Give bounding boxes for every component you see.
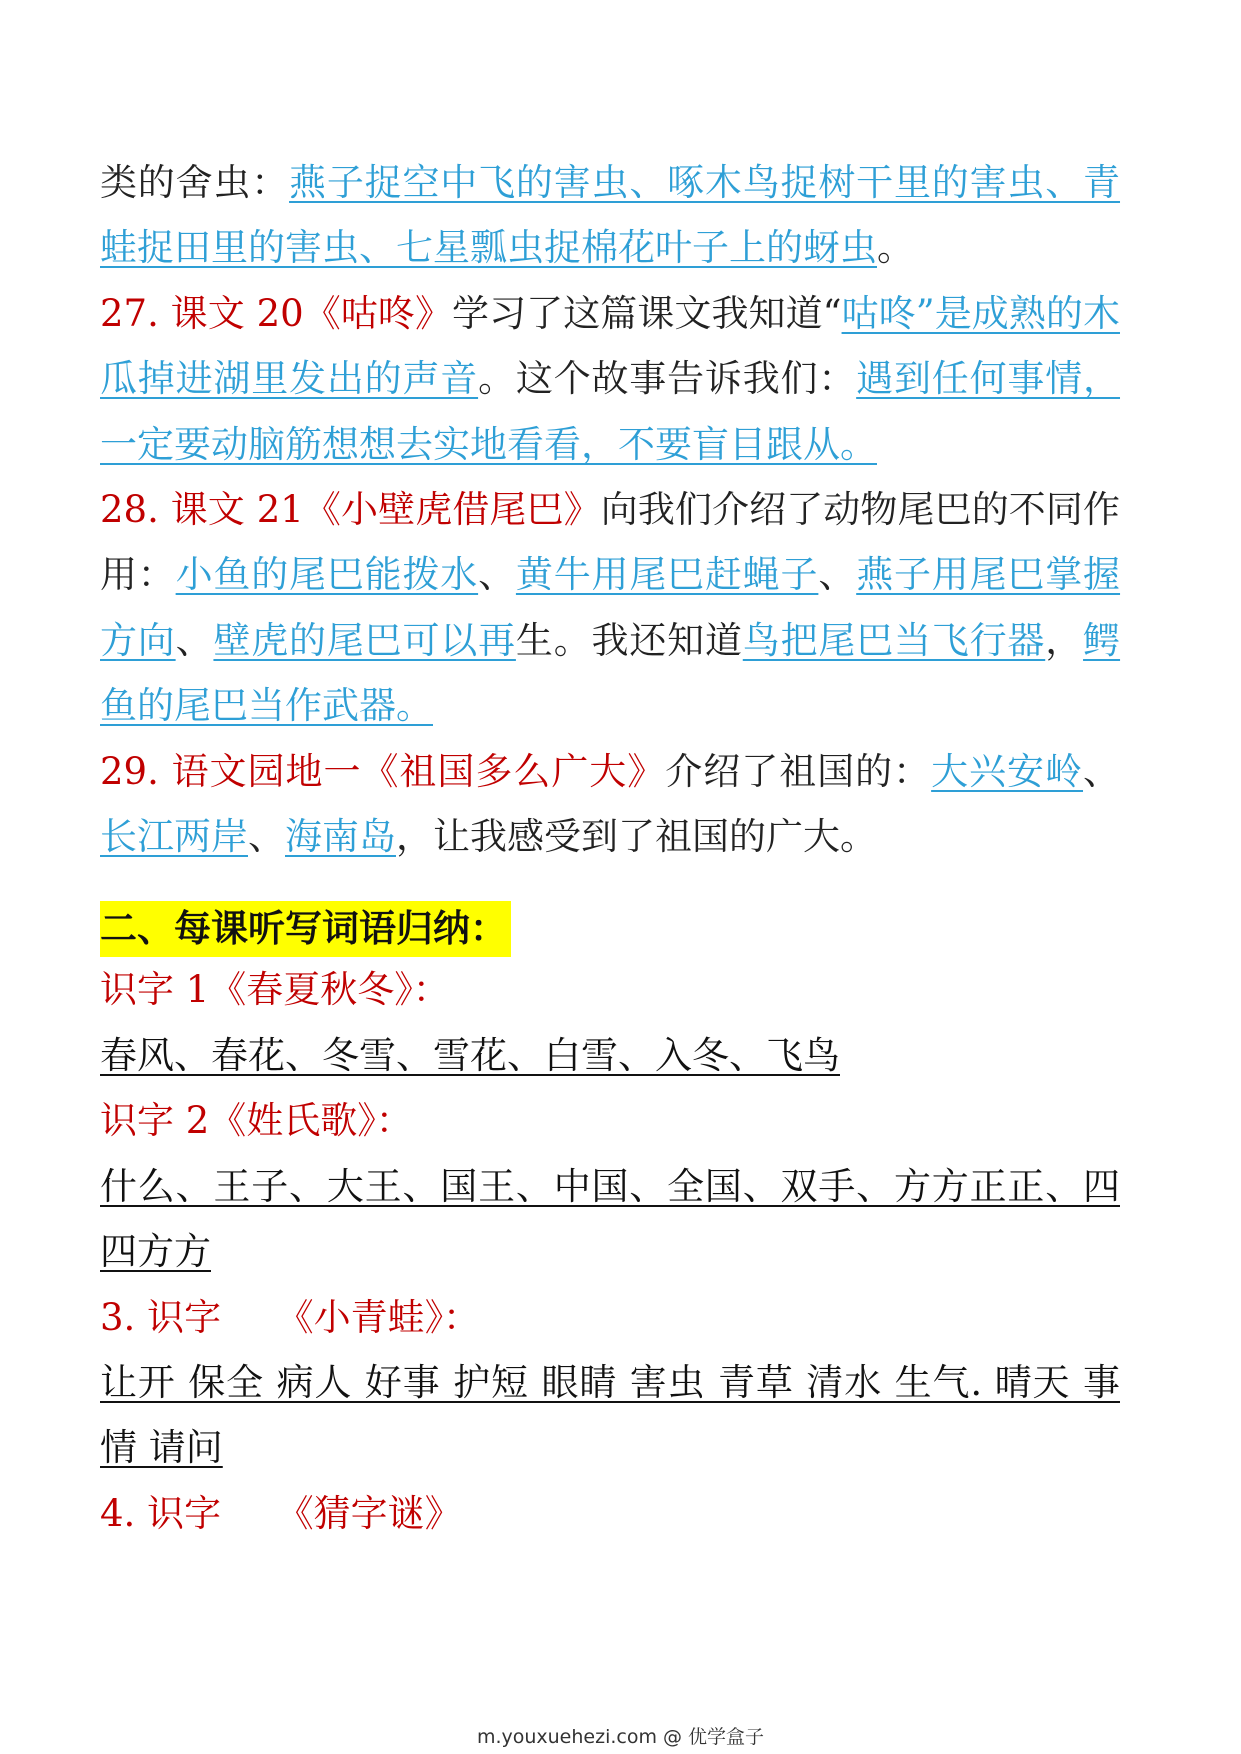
page-footer: m.youxuehezi.com @ 优学盒子 xyxy=(476,1726,765,1748)
item-28-text2: 生。我还知道 xyxy=(515,618,743,662)
section-2 xyxy=(100,901,1120,1546)
item-26-end: 。 xyxy=(877,226,914,270)
lesson-3-words-text: 让开 保全 病人 好事 护短 眼睛 害虫 青草 清水 生气. 晴天 事情 请问 xyxy=(100,1360,1120,1470)
item-28-answer-6: 鳄鱼的尾巴当作武器。 xyxy=(100,618,1121,728)
item-26-continuation xyxy=(100,150,1120,281)
item-28-title: 28. 课文 21《小壁虎借尾巴》 xyxy=(100,488,601,532)
lesson-2-words xyxy=(100,1154,1120,1285)
item-29-sep-1: 、 xyxy=(1083,749,1121,793)
lesson-1-words-text: 春风、春花、冬雪、雪花、白雪、入冬、飞鸟 xyxy=(100,1033,840,1077)
lesson-1-title: 识字 1《春夏秋冬》： xyxy=(100,968,450,1012)
item-29-answer-2: 长江两岸 xyxy=(100,815,248,859)
lesson-1-words xyxy=(100,1023,1120,1088)
item-26-answer: 燕子捉空中飞的害虫、啄木鸟捉树干里的害虫、青蛙捉田里的害虫、七星瓢虫捉棉花叶子上的蚜虫 xyxy=(100,161,1121,270)
item-27-text1: 学习了这篇课文我知道“ xyxy=(452,291,842,335)
section-gap xyxy=(100,869,1120,897)
item-28-answer-3: 燕子用尾巴掌握方向 xyxy=(100,553,1121,662)
item-27-title: 27. 课文 20《咕咚》 xyxy=(100,291,453,335)
lesson-3-words xyxy=(100,1350,1120,1481)
item-29-answer-1: 大兴安岭 xyxy=(931,749,1084,793)
item-28-text1: 向我们介绍了动物尾巴的不同作用： xyxy=(100,488,1120,597)
item-28-answer-1: 小鱼的尾巴能拨水 xyxy=(175,553,479,597)
item-29-text2: ，让我感受到了祖国的广大。 xyxy=(396,815,877,859)
item-29 xyxy=(100,739,1120,870)
item-29-title: 29. 语文园地一《祖国多么广大》 xyxy=(100,749,666,793)
item-28-answer-5: 鸟把尾巴当飞行器 xyxy=(742,618,1046,662)
item-29-text1: 介绍了祖国的： xyxy=(665,749,932,793)
item-27-answer2: 遇到任何事情，一定要动脑筋想想去实地看看，不要盲目跟从。 xyxy=(100,357,1121,466)
item-29-sep-2: 、 xyxy=(248,815,285,859)
item-28-sep-4: ， xyxy=(1045,618,1084,662)
document-page xyxy=(100,150,1120,1546)
lesson-3-title: 3. 识字 《小青蛙》： xyxy=(100,1295,481,1339)
item-28-sep-3: 、 xyxy=(175,618,214,662)
item-27-answer1: 咕咚”是成熟的木瓜掉进湖里发出的声音 xyxy=(100,291,1120,401)
section-2-heading: 二、每课听写词语归纳： xyxy=(100,901,511,957)
lesson-2-words-text: 什么、王子、大王、国王、中国、全国、双手、方方正正、四四方方 xyxy=(100,1164,1120,1274)
lesson-4-title: 4. 识字 《猜字谜》 xyxy=(100,1491,462,1535)
item-27 xyxy=(100,281,1120,477)
item-27-text2: 。这个故事告诉我们： xyxy=(478,357,857,401)
item-28 xyxy=(100,477,1120,739)
item-28-sep-1: 、 xyxy=(478,553,516,597)
item-26-lead: 类的舍虫： xyxy=(100,161,290,204)
item-28-answer-4: 壁虎的尾巴可以再 xyxy=(213,618,516,662)
item-28-answer-2: 黄牛用尾巴赶蝇子 xyxy=(515,553,819,597)
lesson-2-title: 识字 2《姓氏歌》： xyxy=(100,1099,413,1143)
item-28-sep-2: 、 xyxy=(818,553,857,597)
item-29-answer-3: 海南岛 xyxy=(285,815,396,859)
